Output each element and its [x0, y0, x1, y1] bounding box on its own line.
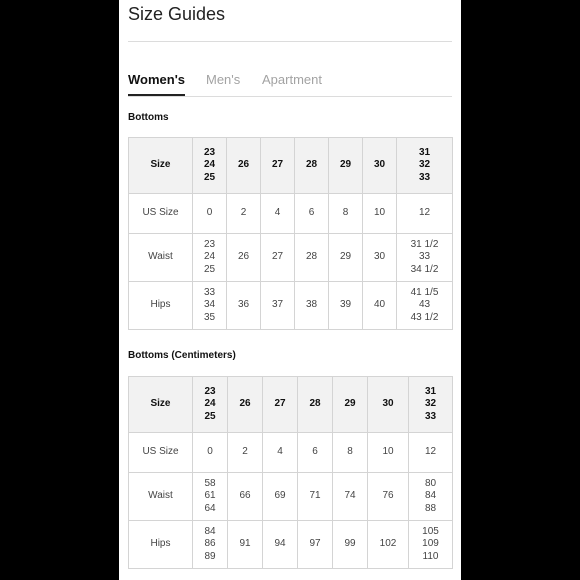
header-cell: Size: [129, 377, 193, 433]
row-label: Hips: [129, 521, 193, 569]
header-cell: 27: [263, 377, 298, 433]
table-header-row: [129, 138, 453, 194]
table-cell: 12: [409, 433, 453, 473]
section-title-bottoms: Bottoms: [128, 112, 169, 123]
table-cell: 41 1/5 43 43 1/2: [397, 282, 453, 330]
row-label: Hips: [129, 282, 193, 330]
table-cell: 10: [368, 433, 409, 473]
table-row: [129, 282, 453, 330]
table-cell: 10: [363, 194, 397, 234]
title-divider: [128, 41, 452, 42]
table-cell: 66: [228, 473, 263, 521]
table-cell: 97: [298, 521, 333, 569]
table-header-row: [129, 377, 453, 433]
header-cell: 26: [227, 138, 261, 194]
header-cell: 29: [329, 138, 363, 194]
table-row: [129, 473, 453, 521]
section-title-bottoms-cm: Bottoms (Centimeters): [128, 350, 236, 361]
table-cell: 23 24 25: [193, 234, 227, 282]
table-cell: 33 34 35: [193, 282, 227, 330]
table-cell: 2: [227, 194, 261, 234]
table-cell: 30: [363, 234, 397, 282]
header-cell: 31 32 33: [409, 377, 453, 433]
table-cell: 31 1/2 33 34 1/2: [397, 234, 453, 282]
tab-womens[interactable]: Women's: [128, 72, 185, 96]
tabs-divider: [128, 96, 452, 97]
header-cell: 23 24 25: [193, 377, 228, 433]
table-cell: 80 84 88: [409, 473, 453, 521]
table-cell: 102: [368, 521, 409, 569]
table-cell: 8: [329, 194, 363, 234]
table-cell: 94: [263, 521, 298, 569]
row-label: Waist: [129, 234, 193, 282]
row-label: Waist: [129, 473, 193, 521]
table-cell: 28: [295, 234, 329, 282]
table-cell: 99: [333, 521, 368, 569]
table-cell: 58 61 64: [193, 473, 228, 521]
header-cell: 28: [298, 377, 333, 433]
table-cell: 4: [263, 433, 298, 473]
table-cell: 4: [261, 194, 295, 234]
header-cell: 23 24 25: [193, 138, 227, 194]
size-tabs: [128, 72, 452, 96]
table-cell: 8: [333, 433, 368, 473]
row-label: US Size: [129, 194, 193, 234]
header-cell: 29: [333, 377, 368, 433]
size-table-inches: [128, 137, 453, 330]
table-cell: 26: [227, 234, 261, 282]
header-cell: 26: [228, 377, 263, 433]
table-cell: 2: [228, 433, 263, 473]
table-cell: 27: [261, 234, 295, 282]
table-row: [129, 433, 453, 473]
header-cell: 30: [368, 377, 409, 433]
row-label: US Size: [129, 433, 193, 473]
table-cell: 12: [397, 194, 453, 234]
header-cell: 28: [295, 138, 329, 194]
tab-mens[interactable]: Men's: [206, 72, 241, 87]
table-cell: 76: [368, 473, 409, 521]
table-row: [129, 521, 453, 569]
table-row: [129, 194, 453, 234]
table-cell: 36: [227, 282, 261, 330]
size-guide-panel: [119, 0, 461, 580]
header-cell: 27: [261, 138, 295, 194]
table-cell: 74: [333, 473, 368, 521]
table-row: [129, 234, 453, 282]
tab-apartment[interactable]: Apartment: [262, 72, 322, 87]
table-cell: 0: [193, 433, 228, 473]
table-cell: 40: [363, 282, 397, 330]
table-cell: 105 109 110: [409, 521, 453, 569]
table-cell: 0: [193, 194, 227, 234]
table-cell: 91: [228, 521, 263, 569]
header-cell: 31 32 33: [397, 138, 453, 194]
table-cell: 6: [295, 194, 329, 234]
size-table-centimeters: [128, 376, 453, 569]
table-cell: 37: [261, 282, 295, 330]
table-cell: 84 86 89: [193, 521, 228, 569]
header-cell: 30: [363, 138, 397, 194]
table-cell: 39: [329, 282, 363, 330]
table-cell: 71: [298, 473, 333, 521]
table-cell: 69: [263, 473, 298, 521]
page-title: Size Guides: [128, 4, 226, 24]
table-cell: 38: [295, 282, 329, 330]
table-cell: 6: [298, 433, 333, 473]
header-cell: Size: [129, 138, 193, 194]
table-cell: 29: [329, 234, 363, 282]
